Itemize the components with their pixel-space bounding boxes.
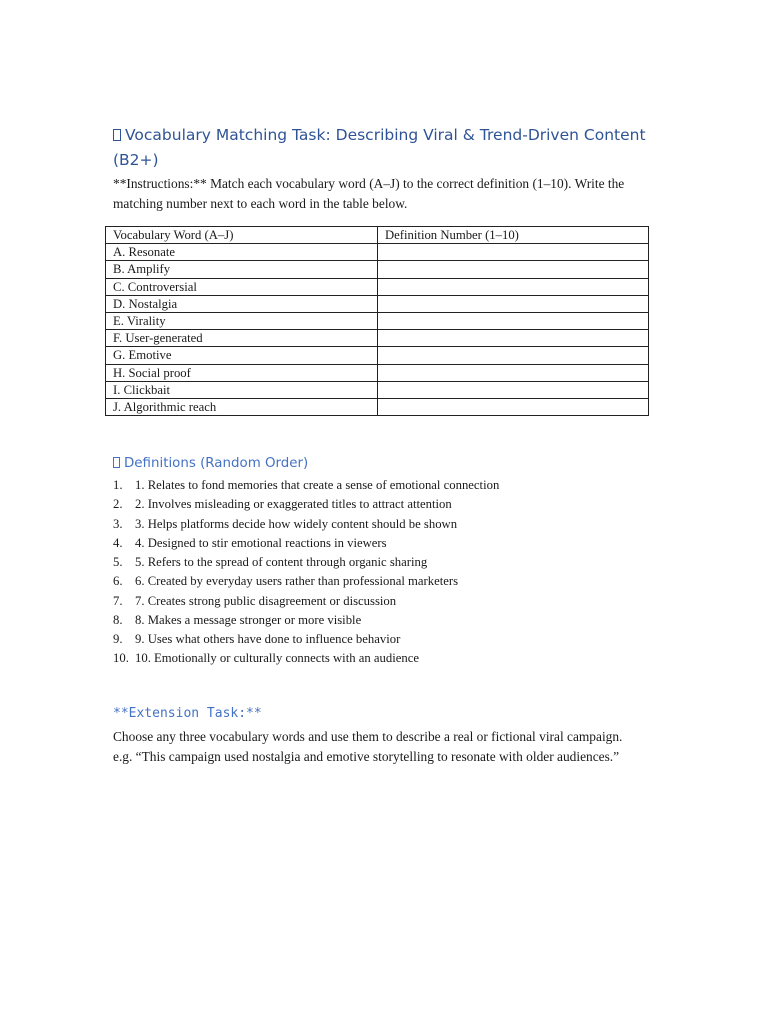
definition-number-cell: [378, 295, 649, 312]
table-row: [106, 278, 649, 295]
table-row: [106, 295, 649, 312]
table-row: [106, 398, 649, 415]
definition-number-cell: [378, 278, 649, 295]
definition-number-cell: [378, 364, 649, 381]
list-item-number: 8.: [113, 612, 123, 627]
list-item: [113, 553, 499, 572]
list-item-text: 8. Makes a message stronger or more visible: [135, 612, 362, 627]
list-item-text: 4. Designed to stir emotional reactions in viewers: [135, 535, 387, 550]
definitions-list: [113, 476, 499, 669]
list-item-number: 1.: [113, 478, 123, 492]
list-item-text: 1. Relates to fond memories that create a sense of emotional connection: [135, 478, 500, 492]
table-row: [106, 347, 649, 364]
definition-number-cell: [378, 312, 649, 329]
list-item-number: 2.: [113, 497, 123, 512]
list-item-number: 4.: [113, 535, 123, 550]
vocabulary-word-cell: I. Clickbait: [106, 381, 378, 398]
vocabulary-word-cell: F. User-generated: [106, 330, 378, 347]
missing-glyph-icon: [113, 129, 121, 141]
list-item-number: 3.: [113, 516, 123, 531]
vocabulary-word-cell: J. Algorithmic reach: [106, 398, 378, 415]
instructions: **Instructions:** Match each vocabulary word (A–J) to the correct definition (1–10). Write the matching number next to each word in the table below.: [113, 176, 625, 211]
list-item-text: 7. Creates strong public disagreement or discussion: [135, 593, 397, 608]
table-row: [106, 261, 649, 278]
list-item-text: 2. Involves misleading or exaggerated titles to attract attention: [135, 497, 452, 512]
table-header-cell: Vocabulary Word (A–J): [106, 227, 378, 244]
vocabulary-table-body: [106, 227, 649, 416]
extension-body: Choose any three vocabulary words and use them to describe a real or fictional viral campaign.: [113, 729, 623, 744]
table-header-cell: Definition Number (1–10): [378, 227, 649, 244]
table-row: [106, 244, 649, 261]
definitions-heading: [113, 454, 308, 474]
list-item-number: 6.: [113, 574, 123, 589]
vocabulary-word-cell: H. Social proof: [106, 364, 378, 381]
list-item: [113, 515, 499, 534]
table-header-row: [106, 227, 649, 244]
list-item: [113, 649, 499, 668]
vocabulary-word-cell: G. Emotive: [106, 347, 378, 364]
list-item-text: 9. Uses what others have done to influence behavior: [135, 632, 401, 646]
extension-heading: **Extension Task:**: [113, 706, 262, 721]
vocabulary-word-cell: E. Virality: [106, 312, 378, 329]
list-item-text: 3. Helps platforms decide how widely content should be shown: [135, 516, 458, 531]
definition-number-cell: [378, 381, 649, 398]
definition-number-cell: [378, 347, 649, 364]
vocabulary-word-cell: A. Resonate: [106, 244, 378, 261]
list-item-text: 5. Refers to the spread of content through organic sharing: [135, 555, 428, 569]
page-title-text: Vocabulary Matching Task: Describing Viral & Trend-Driven Content (B2+): [113, 126, 646, 169]
list-item: [113, 534, 499, 553]
list-item: [113, 572, 499, 591]
list-item: [113, 630, 499, 649]
definitions-heading-text: Definitions (Random Order): [124, 456, 309, 471]
list-item-text: 10. Emotionally or culturally connects with an audience: [135, 651, 419, 666]
definition-number-cell: [378, 244, 649, 261]
list-item-number: 9.: [113, 632, 123, 646]
list-item: [113, 611, 499, 630]
list-item-number: 10.: [113, 651, 129, 666]
vocabulary-word-cell: B. Amplify: [106, 261, 378, 278]
missing-glyph-icon: [113, 457, 120, 468]
list-item: [113, 476, 499, 495]
table-row: [106, 330, 649, 347]
extension-example: e.g. “This campaign used nostalgia and emotive storytelling to resonate with older audiences.”: [113, 748, 620, 764]
list-item-number: 5.: [113, 555, 123, 569]
vocabulary-word-cell: D. Nostalgia: [106, 295, 378, 312]
table-row: [106, 381, 649, 398]
list-item: [113, 495, 499, 514]
table-row: [106, 364, 649, 381]
list-item-text: 6. Created by everyday users rather than professional marketers: [135, 574, 459, 589]
definition-number-cell: [378, 398, 649, 415]
table-row: [106, 312, 649, 329]
vocabulary-table: [105, 226, 649, 416]
list-item-number: 7.: [113, 593, 123, 608]
list-item: [113, 592, 499, 611]
extension-task: [113, 727, 633, 766]
page-title: [113, 123, 653, 173]
definition-number-cell: [378, 330, 649, 347]
definition-number-cell: [378, 261, 649, 278]
vocabulary-word-cell: C. Controversial: [106, 278, 378, 295]
